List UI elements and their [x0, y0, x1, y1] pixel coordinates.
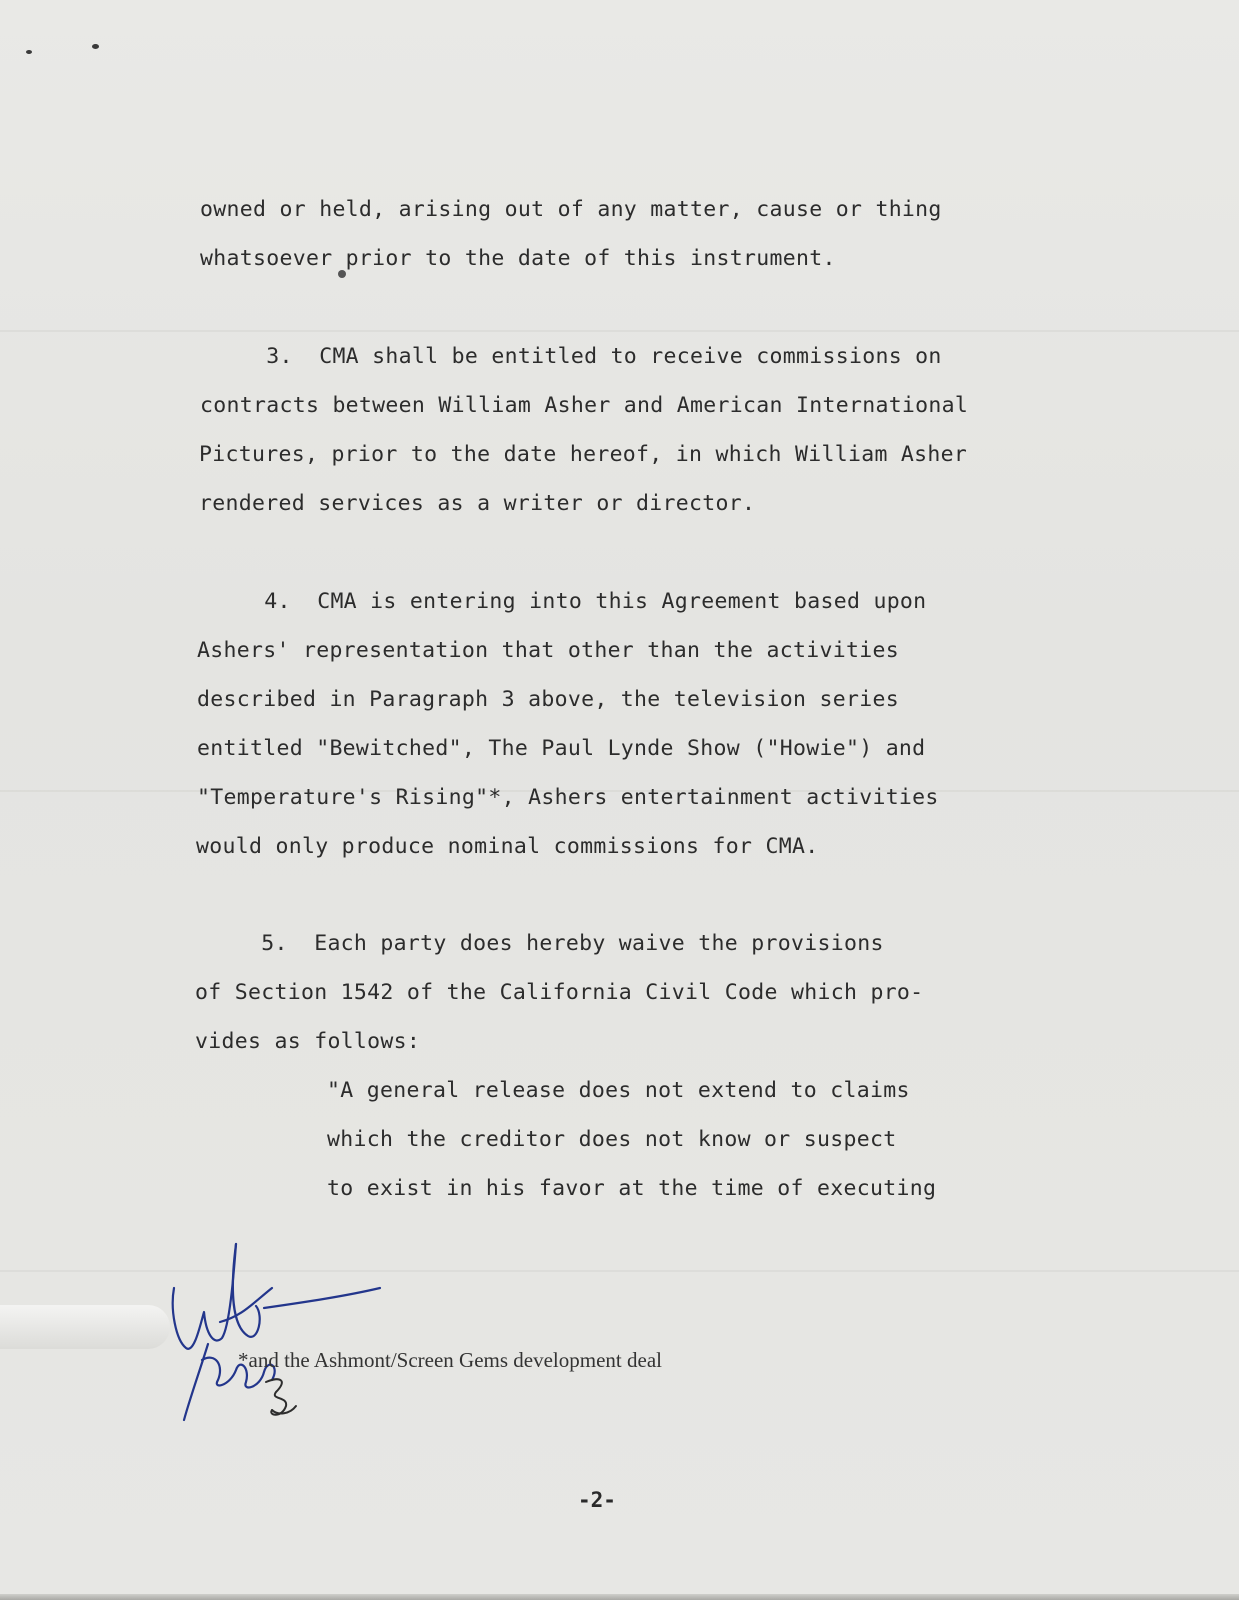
paper-speck [92, 44, 99, 49]
ink-blot [338, 270, 346, 278]
quote-line: "A general release does not extend to claims [327, 1078, 910, 1103]
text-line: entitled "Bewitched", The Paul Lynde Show ("Howie") and [197, 736, 926, 761]
text-line: rendered services as a writer or director. [199, 491, 756, 516]
text-line: 3. CMA shall be entitled to receive commissions on [200, 344, 942, 369]
text-line: of Section 1542 of the California Civil Code which pro- [195, 980, 924, 1005]
paper-edge [0, 1594, 1239, 1600]
text-line: owned or held, arising out of any matter, cause or thing [200, 197, 942, 222]
text-line: described in Paragraph 3 above, the television series [197, 687, 899, 712]
text-line: Pictures, prior to the date hereof, in which William Asher [199, 442, 968, 467]
paper-fold [0, 330, 1239, 332]
text-line: Ashers' representation that other than the activities [197, 638, 899, 663]
quote-line: to exist in his favor at the time of executing [327, 1176, 937, 1201]
footnote: *and the Ashmont/Screen Gems development deal [238, 1348, 662, 1372]
text-line: 4. CMA is entering into this Agreement based upon [198, 589, 927, 614]
page-number: -2- [578, 1488, 616, 1512]
text-line: vides as follows: [195, 1029, 421, 1054]
paper-clip-mark [0, 1305, 170, 1349]
text-line: would only produce nominal commissions for CMA. [196, 834, 819, 859]
text-line: "Temperature's Rising"*, Ashers entertainment activities [197, 785, 939, 810]
quote-line: which the creditor does not know or suspect [327, 1127, 897, 1152]
paper-speck [26, 50, 32, 54]
text-line: whatsoever prior to the date of this instrument. [200, 246, 836, 271]
text-line: 5. Each party does hereby waive the provisions [195, 931, 884, 956]
handwritten-signature [160, 1230, 400, 1460]
text-line: contracts between William Asher and American International [200, 393, 969, 418]
